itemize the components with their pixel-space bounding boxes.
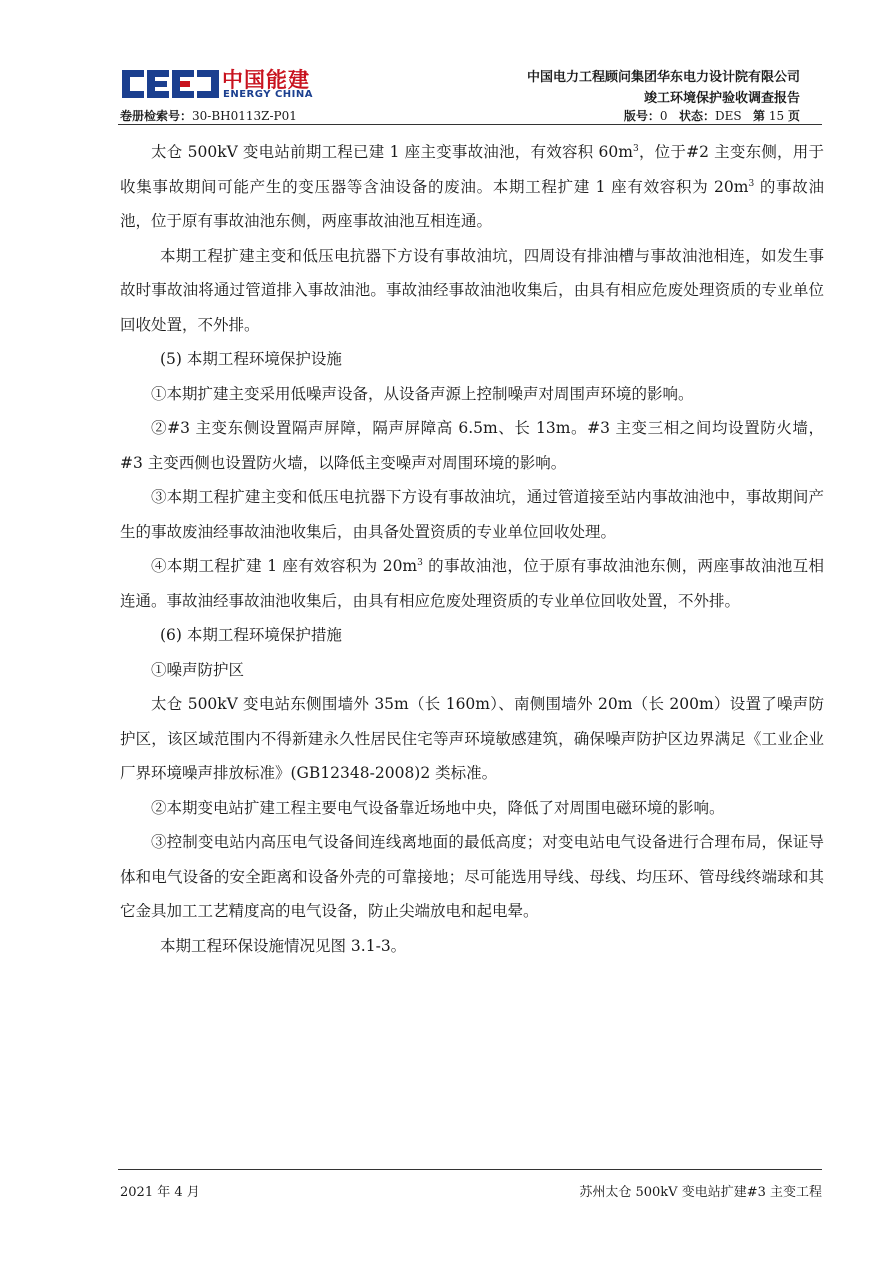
p7-text-b: 的事故油池，位于原有事故油池东侧，两座事故油池互相连通。事故油经事故油池收集后，由具有相应危废处理资质的专业单位回收处置，不外排。 [120,557,824,610]
paragraph-figure-ref: 本期工程环保设施情况见图 3.1-3。 [160,936,407,955]
page-number: 15 [768,109,785,123]
header-divider [118,124,822,125]
status-label: 状态： [678,109,715,123]
doc-id [120,107,297,124]
paragraph-item-4 [120,549,824,618]
paragraph-item-2: ②#3 主变东侧设置隔声屏障，隔声屏障高 6.5m、长 13m。#3 主变三相之间均设置防火墙，#3 主变西侧也设置防火墙，以降低主变噪声对周围环境的影响。 [120,419,824,472]
paragraph-electromagnetic: ②本期变电站扩建工程主要电气设备靠近场地中央，降低了对周围电磁环境的影响。 [151,798,725,817]
footer-project: 苏州太仓 500kV 变电站扩建#3 主变工程 [579,1185,822,1200]
status-value: DES [714,109,742,123]
paragraph-item-1: ①本期扩建主变采用低噪声设备，从设备声源上控制噪声对周围声环境的影响。 [151,384,694,403]
paragraph-noise-zone: 太仓 500kV 变电站东侧围墙外 35m（长 160m）、南侧围墙外 20m（长 200m）设置了噪声防护区，该区域范围内不得新建永久性居民住宅等声环境敏感建筑，确保噪声防护区边界满足《工业企业厂界环境噪声排放标准》(GB12348-2008)2 类标准。 [120,695,824,782]
p1-text-c: 的事故油池，位于原有事故油池东侧，两座事故油池互相连通。 [120,177,824,230]
organization-name: 中国电力工程顾问集团华东电力设计院有限公司 [526,70,800,85]
document-body [120,135,824,963]
paragraph-oil-pit: 本期工程扩建主变和低压电抗器下方设有事故油坑，四周设有排油槽与事故油池相连，如发生事故时事故油将通过管道排入事故油池。事故油经事故油池收集后，由具有相应危废处理资质的专业单位回收处置，不外排。 [120,246,824,334]
report-title: 竣工环境保护验收调查报告 [643,91,800,106]
paragraph-item-3: ③本期工程扩建主变和低压电抗器下方设有事故油坑，通过管道接至站内事故油池中，事故期间产生的事故废油经事故油池收集后，由具备处置资质的专业单位回收处理。 [120,488,824,541]
page-prefix: 第 [753,109,766,123]
superscript-3: 3 [748,178,755,189]
paragraph-oil-pool [120,135,824,239]
doc-meta [624,107,800,124]
paragraph-clearance: ③控制变电站内高压电气设备间连线离地面的最低高度；对变电站电气设备进行合理布局，保证导体和电气设备的安全距离和设备外壳的可靠接地；尽可能选用导线、母线、均压环、管母线终端球和其它金具加工工艺精度高的电气设备，防止尖端放电和起电晕。 [120,833,824,920]
page-suffix: 页 [787,109,800,123]
p1-text-a: 太仓 500kV 变电站前期工程已建 1 座主变事故油池，有效容积 60m [151,143,633,161]
footer-divider [118,1169,822,1170]
version-label: 版号： [623,109,660,123]
footer-date: 2021 年 4 月 [120,1185,200,1200]
doc-id-value: 30-BH0113Z-P01 [192,109,297,123]
section-heading-6: (6) 本期工程环境保护措施 [160,626,342,644]
logo-english-text: ENERGY CHINA [223,89,313,100]
doc-id-label: 卷册检索号： [120,109,193,123]
version-value: 0 [659,109,668,123]
subheading-noise-zone: ①噪声防护区 [151,660,245,679]
p7-text-a: ④本期工程扩建 1 座有效容积为 20m [151,557,418,575]
section-heading-5: (5) 本期工程环境保护设施 [160,350,342,368]
logo-chinese-text: 中国能建 [222,68,310,92]
superscript-3: 3 [632,143,639,154]
p1-text-b: ，位于#2 主变东侧，用于收集事故期间可能产生的变压器等含油设备的废油。本期工程扩建 1 座有效容积为 20m [120,143,825,196]
superscript-3: 3 [417,557,423,568]
